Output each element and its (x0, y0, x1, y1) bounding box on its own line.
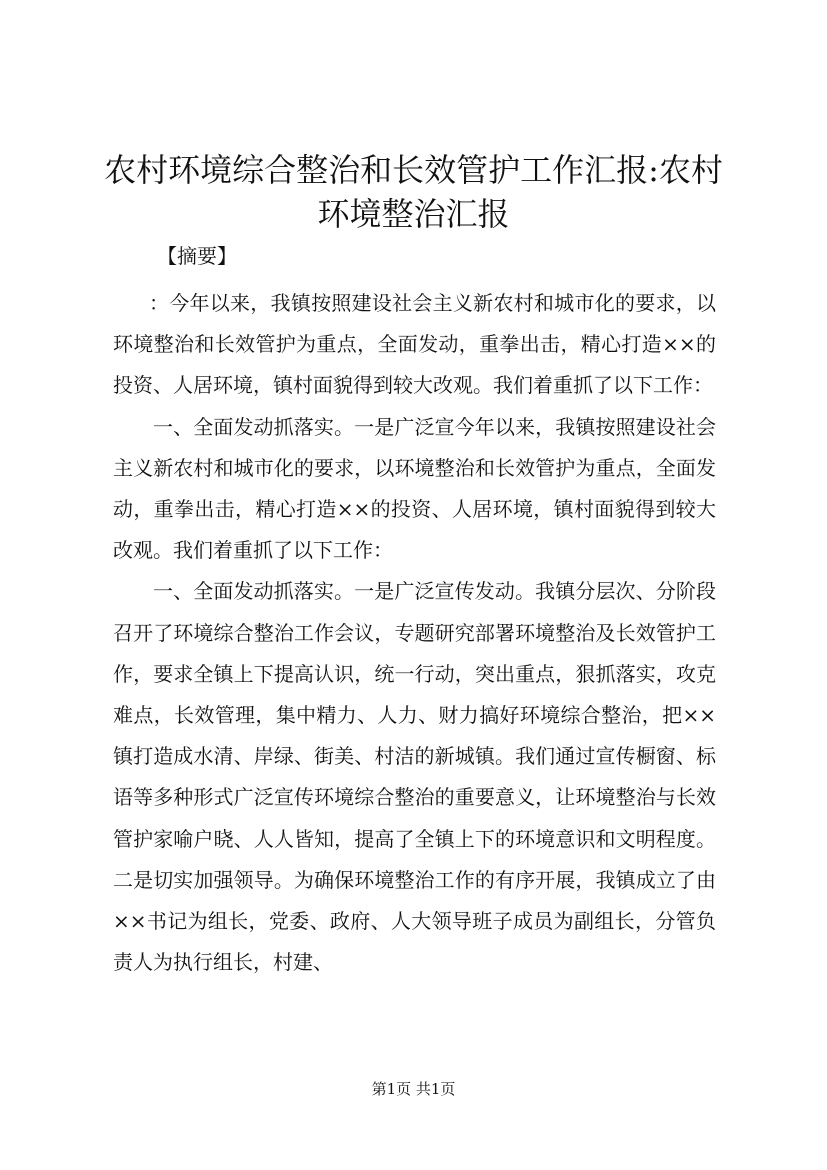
document-body (113, 283, 716, 983)
paragraph-1: 一、全面发动抓落实。一是广泛宣今年以来，我镇按照建设社会主义新农村和城市化的要求，以环境整治和长效管护为重点，全面发动，重拳出击，精心打造××的投资、人居环境，镇村面貌得到较大改观。我们着重抓了以下工作： (113, 414, 716, 563)
paragraph-2: 一、全面发动抓落实。一是广泛宣传发动。我镇分层次、分阶段召开了环境综合整治工作会议，专题研究部署环境整治及长效管护工作，要求全镇上下提高认识，统一行动，突出重点，狠抓落实，攻克难点，长效管理，集中精力、人力、财力搞好环境综合整治，把××镇打造成水清、岸绿、街美、村洁的新城镇。我们通过宣传橱窗、标语等多种形式广泛宣传环境综合整治的重要意义，让环境整治与长效管护家喻户晓、人人皆知，提高了全镇上下的环境意识和文明程度。二是切实加强领导。为确保环境整治工作的有序开展，我镇成立了由××书记为组长，党委、政府、人大领导班子成员为副组长，分管负责人为执行组长，村建、 (113, 579, 716, 975)
paragraph-intro: ：今年以来，我镇按照建设社会主义新农村和城市化的要求，以环境整治和长效管护为重点，全面发动，重拳出击，精心打造××的投资、人居环境，镇村面貌得到较大改观。我们着重抓了以下工作： (113, 291, 716, 398)
page-footer: 第1页 共1页 (371, 1080, 456, 1098)
document-title: 农村环境综合整治和长效管护工作汇报:农村环境整治汇报 (104, 151, 723, 233)
abstract-label: 【摘要】 (157, 244, 237, 268)
